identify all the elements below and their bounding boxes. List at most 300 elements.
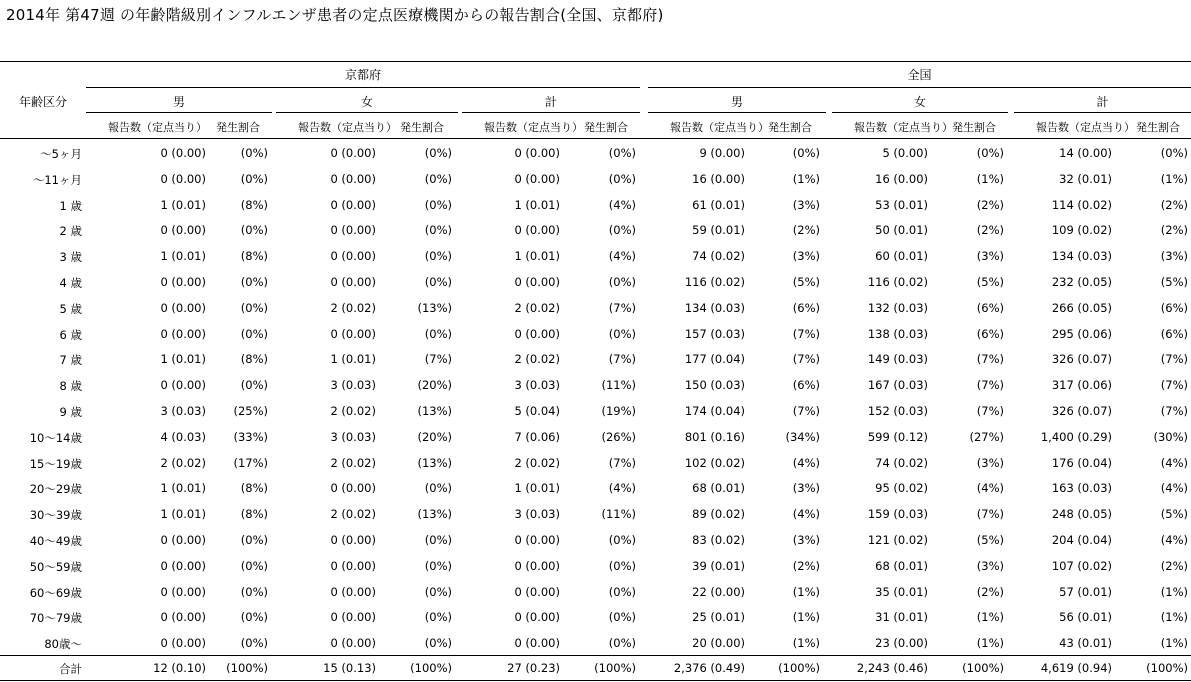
table-row-3-ratio-4: (2%) xyxy=(976,223,1004,237)
table-row-13-ratio-0: (8%) xyxy=(240,481,268,495)
table-row-16-count-1: 0 (0.00) xyxy=(330,559,376,573)
sub-header-count-3: 報告数（定点当り） xyxy=(670,121,769,134)
sub-header-count-2: 報告数（定点当り） xyxy=(484,121,583,134)
table-row-17-count-2: 0 (0.00) xyxy=(514,585,560,599)
sub-header-ratio-0: 発生割合 xyxy=(216,121,260,134)
table-row-9-ratio-2: (11%) xyxy=(601,378,636,392)
sub-header-count-5: 報告数（定点当り） xyxy=(1036,121,1135,134)
table-row-5-ratio-0: (0%) xyxy=(240,275,268,289)
table-row-17-ratio-0: (0%) xyxy=(240,585,268,599)
table-row-8-count-3: 177 (0.04) xyxy=(684,352,745,366)
table-row-10-count-2: 5 (0.04) xyxy=(514,404,560,418)
table-row-10-ratio-0: (25%) xyxy=(233,404,268,418)
table-row-1-ratio-2: (0%) xyxy=(608,172,636,186)
table-row-12-count-3: 102 (0.02) xyxy=(684,456,745,470)
table-row-14-count-0: 1 (0.01) xyxy=(160,507,206,521)
table-row-15-ratio-1: (0%) xyxy=(424,533,452,547)
table-row-16-ratio-1: (0%) xyxy=(424,559,452,573)
table-row-3-age: 2 歳 xyxy=(59,224,82,238)
table-row-13-count-0: 1 (0.01) xyxy=(160,481,206,495)
table-row-11-ratio-4: (27%) xyxy=(969,430,1004,444)
table-row-11-count-4: 599 (0.12) xyxy=(867,430,928,444)
table-row-14-count-5: 248 (0.05) xyxy=(1051,507,1112,521)
table-row-11-ratio-5: (30%) xyxy=(1153,430,1188,444)
table-row-9-ratio-1: (20%) xyxy=(417,378,452,392)
table-row-11-count-2: 7 (0.06) xyxy=(514,430,560,444)
table-row-19-count-1: 0 (0.00) xyxy=(330,636,376,650)
table-row-6-ratio-2: (7%) xyxy=(608,301,636,315)
total-row-ratio-4: (100%) xyxy=(962,661,1004,675)
table-row-12-count-4: 74 (0.02) xyxy=(875,456,928,470)
table-row-11-count-3: 801 (0.16) xyxy=(684,430,745,444)
table-row-8-count-4: 149 (0.03) xyxy=(867,352,928,366)
table-row-19-age: 80歳～ xyxy=(44,637,82,651)
table-row-1-ratio-5: (1%) xyxy=(1160,172,1188,186)
table-row-2-age: 1 歳 xyxy=(59,199,82,213)
table-row-7-ratio-2: (0%) xyxy=(608,327,636,341)
table-row-12-count-5: 176 (0.04) xyxy=(1051,456,1112,470)
table-row-6-ratio-5: (6%) xyxy=(1160,301,1188,315)
table-row-15-ratio-2: (0%) xyxy=(608,533,636,547)
table-row-11-count-1: 3 (0.03) xyxy=(330,430,376,444)
total-row-count-2: 27 (0.23) xyxy=(507,661,560,675)
table-row-12-ratio-1: (13%) xyxy=(417,456,452,470)
table-row-19-ratio-0: (0%) xyxy=(240,636,268,650)
table-row-18-ratio-3: (1%) xyxy=(792,610,820,624)
table-row-17-ratio-5: (1%) xyxy=(1160,585,1188,599)
table-row-8-ratio-5: (7%) xyxy=(1160,352,1188,366)
table-row-10-age: 9 歳 xyxy=(59,405,82,419)
table-row-16-count-0: 0 (0.00) xyxy=(160,559,206,573)
table-row-0-ratio-0: (0%) xyxy=(240,146,268,160)
table-row-10-count-4: 152 (0.03) xyxy=(867,404,928,418)
table-row-0-ratio-5: (0%) xyxy=(1160,146,1188,160)
sex-header-2: 計 xyxy=(544,95,557,109)
table-row-13-count-1: 0 (0.00) xyxy=(330,481,376,495)
table-row-13-age: 20～29歳 xyxy=(29,482,82,496)
table-row-3-count-5: 109 (0.02) xyxy=(1051,223,1112,237)
table-row-0-ratio-3: (0%) xyxy=(792,146,820,160)
table-row-18-ratio-4: (1%) xyxy=(976,610,1004,624)
table-row-5-count-0: 0 (0.00) xyxy=(160,275,206,289)
table-row-15-count-3: 83 (0.02) xyxy=(692,533,745,547)
table-row-4-ratio-0: (8%) xyxy=(240,249,268,263)
table-row-19-count-3: 20 (0.00) xyxy=(692,636,745,650)
sub-header-count-0: 報告数（定点当り） xyxy=(108,121,207,134)
sex-underline-0 xyxy=(86,112,272,113)
table-row-7-ratio-1: (0%) xyxy=(424,327,452,341)
table-row-11-ratio-3: (34%) xyxy=(785,430,820,444)
table-row-17-count-3: 22 (0.00) xyxy=(692,585,745,599)
table-row-6-count-1: 2 (0.02) xyxy=(330,301,376,315)
table-row-1-ratio-4: (1%) xyxy=(976,172,1004,186)
table-row-9-ratio-5: (7%) xyxy=(1160,378,1188,392)
table-row-19-count-5: 43 (0.01) xyxy=(1059,636,1112,650)
total-row-ratio-3: (100%) xyxy=(778,661,820,675)
table-row-17-age: 60～69歳 xyxy=(29,586,82,600)
table-row-10-ratio-4: (7%) xyxy=(976,404,1004,418)
table-row-4-count-0: 1 (0.01) xyxy=(160,249,206,263)
table-row-1-count-1: 0 (0.00) xyxy=(330,172,376,186)
table-row-4-count-5: 134 (0.03) xyxy=(1051,249,1112,263)
table-row-17-count-0: 0 (0.00) xyxy=(160,585,206,599)
table-row-5-ratio-1: (0%) xyxy=(424,275,452,289)
table-row-4-count-1: 0 (0.00) xyxy=(330,249,376,263)
table-row-3-ratio-1: (0%) xyxy=(424,223,452,237)
table-row-9-age: 8 歳 xyxy=(59,379,82,393)
table-row-0-count-2: 0 (0.00) xyxy=(514,146,560,160)
table-row-11-age: 10～14歳 xyxy=(29,431,82,445)
total-row-ratio-2: (100%) xyxy=(594,661,636,675)
table-row-9-count-4: 167 (0.03) xyxy=(867,378,928,392)
table-row-2-ratio-5: (2%) xyxy=(1160,198,1188,212)
table-row-9-count-3: 150 (0.03) xyxy=(684,378,745,392)
table-row-16-count-5: 107 (0.02) xyxy=(1051,559,1112,573)
table-row-2-count-2: 1 (0.01) xyxy=(514,198,560,212)
table-row-15-ratio-3: (3%) xyxy=(792,533,820,547)
table-row-13-count-5: 163 (0.03) xyxy=(1051,481,1112,495)
table-row-2-ratio-2: (4%) xyxy=(608,198,636,212)
table-row-15-count-0: 0 (0.00) xyxy=(160,533,206,547)
table-row-2-ratio-4: (2%) xyxy=(976,198,1004,212)
sub-header-ratio-5: 発生割合 xyxy=(1136,121,1180,134)
table-row-10-count-3: 174 (0.04) xyxy=(684,404,745,418)
table-row-7-ratio-5: (6%) xyxy=(1160,327,1188,341)
table-row-14-ratio-3: (4%) xyxy=(792,507,820,521)
table-row-6-count-2: 2 (0.02) xyxy=(514,301,560,315)
table-row-1-ratio-0: (0%) xyxy=(240,172,268,186)
table-row-9-count-1: 3 (0.03) xyxy=(330,378,376,392)
table-row-5-count-4: 116 (0.02) xyxy=(867,275,928,289)
table-row-13-count-3: 68 (0.01) xyxy=(692,481,745,495)
table-row-14-ratio-2: (11%) xyxy=(601,507,636,521)
table-row-8-count-1: 1 (0.01) xyxy=(330,352,376,366)
table-row-2-ratio-0: (8%) xyxy=(240,198,268,212)
table-row-3-ratio-0: (0%) xyxy=(240,223,268,237)
table-row-15-age: 40～49歳 xyxy=(29,534,82,548)
table-row-11-ratio-2: (26%) xyxy=(601,430,636,444)
table-row-4-age: 3 歳 xyxy=(59,250,82,264)
table-row-16-ratio-4: (3%) xyxy=(976,559,1004,573)
sub-header-ratio-2: 発生割合 xyxy=(584,121,628,134)
sub-header-ratio-4: 発生割合 xyxy=(952,121,996,134)
table-row-7-count-5: 295 (0.06) xyxy=(1051,327,1112,341)
table-row-2-count-4: 53 (0.01) xyxy=(875,198,928,212)
table-row-19-count-0: 0 (0.00) xyxy=(160,636,206,650)
table-row-11-count-5: 1,400 (0.29) xyxy=(1040,430,1112,444)
table-row-10-ratio-3: (7%) xyxy=(792,404,820,418)
table-row-6-count-0: 0 (0.00) xyxy=(160,301,206,315)
table-row-12-ratio-5: (4%) xyxy=(1160,456,1188,470)
sex-underline-1 xyxy=(276,112,458,113)
table-row-10-count-5: 326 (0.07) xyxy=(1051,404,1112,418)
table-row-6-ratio-3: (6%) xyxy=(792,301,820,315)
table-row-16-count-4: 68 (0.01) xyxy=(875,559,928,573)
sex-header-3: 男 xyxy=(730,95,743,109)
table-row-8-ratio-0: (8%) xyxy=(240,352,268,366)
table-row-9-ratio-4: (7%) xyxy=(976,378,1004,392)
table-row-2-ratio-3: (3%) xyxy=(792,198,820,212)
table-row-3-ratio-5: (2%) xyxy=(1160,223,1188,237)
sub-header-count-4: 報告数（定点当り） xyxy=(854,121,953,134)
table-row-17-ratio-3: (1%) xyxy=(792,585,820,599)
table-row-5-count-2: 0 (0.00) xyxy=(514,275,560,289)
table-row-0-count-0: 0 (0.00) xyxy=(160,146,206,160)
table-row-12-ratio-0: (17%) xyxy=(233,456,268,470)
table-row-17-ratio-4: (2%) xyxy=(976,585,1004,599)
table-row-0-count-4: 5 (0.00) xyxy=(882,146,928,160)
table-row-16-count-2: 0 (0.00) xyxy=(514,559,560,573)
table-row-3-ratio-3: (2%) xyxy=(792,223,820,237)
table-row-1-ratio-3: (1%) xyxy=(792,172,820,186)
table-row-15-ratio-5: (4%) xyxy=(1160,533,1188,547)
table-row-6-ratio-1: (13%) xyxy=(417,301,452,315)
table-row-17-count-4: 35 (0.01) xyxy=(875,585,928,599)
table-row-4-count-4: 60 (0.01) xyxy=(875,249,928,263)
table-row-0-count-5: 14 (0.00) xyxy=(1059,146,1112,160)
region-header-national: 全国 xyxy=(907,68,932,82)
table-row-6-ratio-4: (6%) xyxy=(976,301,1004,315)
table-row-10-ratio-1: (13%) xyxy=(417,404,452,418)
table-row-7-age: 6 歳 xyxy=(59,328,82,342)
table-row-12-ratio-2: (7%) xyxy=(608,456,636,470)
region-underline-national xyxy=(648,87,1191,88)
table-row-3-count-1: 0 (0.00) xyxy=(330,223,376,237)
table-row-4-ratio-1: (0%) xyxy=(424,249,452,263)
table-row-9-count-0: 0 (0.00) xyxy=(160,378,206,392)
table-row-5-age: 4 歳 xyxy=(59,276,82,290)
table-row-12-age: 15～19歳 xyxy=(29,457,82,471)
table-row-12-count-2: 2 (0.02) xyxy=(514,456,560,470)
table-row-13-ratio-2: (4%) xyxy=(608,481,636,495)
table-row-8-ratio-4: (7%) xyxy=(976,352,1004,366)
table-row-18-count-4: 31 (0.01) xyxy=(875,610,928,624)
table-row-10-ratio-5: (7%) xyxy=(1160,404,1188,418)
table-row-18-age: 70～79歳 xyxy=(29,611,82,625)
table-row-7-count-2: 0 (0.00) xyxy=(514,327,560,341)
sex-underline-4 xyxy=(832,112,1008,113)
table-row-3-count-2: 0 (0.00) xyxy=(514,223,560,237)
sex-header-0: 男 xyxy=(172,95,185,109)
total-row-ratio-0: (100%) xyxy=(226,661,268,675)
total-row-ratio-5: (100%) xyxy=(1146,661,1188,675)
table-row-18-count-2: 0 (0.00) xyxy=(514,610,560,624)
table-row-7-ratio-4: (6%) xyxy=(976,327,1004,341)
table-row-8-count-5: 326 (0.07) xyxy=(1051,352,1112,366)
table-row-4-ratio-3: (3%) xyxy=(792,249,820,263)
total-row-count-4: 2,243 (0.46) xyxy=(856,661,928,675)
table-row-8-ratio-1: (7%) xyxy=(424,352,452,366)
table-row-18-ratio-1: (0%) xyxy=(424,610,452,624)
table-row-4-count-2: 1 (0.01) xyxy=(514,249,560,263)
table-row-10-count-0: 3 (0.03) xyxy=(160,404,206,418)
table-row-18-count-5: 56 (0.01) xyxy=(1059,610,1112,624)
table-row-14-count-3: 89 (0.02) xyxy=(692,507,745,521)
table-row-6-count-5: 266 (0.05) xyxy=(1051,301,1112,315)
table-row-8-ratio-3: (7%) xyxy=(792,352,820,366)
total-row-count-3: 2,376 (0.49) xyxy=(673,661,745,675)
table-bottom-border xyxy=(0,680,1191,681)
table-row-5-count-5: 232 (0.05) xyxy=(1051,275,1112,289)
total-row-count-1: 15 (0.13) xyxy=(323,661,376,675)
table-row-6-count-3: 134 (0.03) xyxy=(684,301,745,315)
table-row-14-count-1: 2 (0.02) xyxy=(330,507,376,521)
table-row-1-age: ～11ヶ月 xyxy=(32,173,82,187)
table-row-7-ratio-0: (0%) xyxy=(240,327,268,341)
table-row-9-count-5: 317 (0.06) xyxy=(1051,378,1112,392)
table-row-14-count-2: 3 (0.03) xyxy=(514,507,560,521)
table-row-10-count-1: 2 (0.02) xyxy=(330,404,376,418)
sub-header-count-1: 報告数（定点当り） xyxy=(298,121,397,134)
table-row-13-count-4: 95 (0.02) xyxy=(875,481,928,495)
table-row-18-ratio-0: (0%) xyxy=(240,610,268,624)
table-row-9-ratio-3: (6%) xyxy=(792,378,820,392)
table-row-3-ratio-2: (0%) xyxy=(608,223,636,237)
table-row-8-count-2: 2 (0.02) xyxy=(514,352,560,366)
table-row-12-count-1: 2 (0.02) xyxy=(330,456,376,470)
total-row-count-5: 4,619 (0.94) xyxy=(1040,661,1112,675)
table-row-1-count-5: 32 (0.01) xyxy=(1059,172,1112,186)
table-row-0-count-1: 0 (0.00) xyxy=(330,146,376,160)
table-row-16-ratio-5: (2%) xyxy=(1160,559,1188,573)
table-row-7-count-0: 0 (0.00) xyxy=(160,327,206,341)
sex-underline-3 xyxy=(648,112,826,113)
sex-underline-2 xyxy=(462,112,640,113)
table-row-2-count-1: 0 (0.00) xyxy=(330,198,376,212)
table-row-14-ratio-5: (5%) xyxy=(1160,507,1188,521)
table-top-border xyxy=(0,61,1191,62)
table-row-3-count-0: 0 (0.00) xyxy=(160,223,206,237)
table-row-2-count-0: 1 (0.01) xyxy=(160,198,206,212)
table-row-13-ratio-5: (4%) xyxy=(1160,481,1188,495)
table-row-19-count-2: 0 (0.00) xyxy=(514,636,560,650)
table-row-8-ratio-2: (7%) xyxy=(608,352,636,366)
table-row-7-count-3: 157 (0.03) xyxy=(684,327,745,341)
table-row-19-ratio-1: (0%) xyxy=(424,636,452,650)
total-row-ratio-1: (100%) xyxy=(410,661,452,675)
table-row-1-count-3: 16 (0.00) xyxy=(692,172,745,186)
table-row-1-count-2: 0 (0.00) xyxy=(514,172,560,186)
table-row-12-count-0: 2 (0.02) xyxy=(160,456,206,470)
table-row-6-count-4: 132 (0.03) xyxy=(867,301,928,315)
table-row-12-ratio-3: (4%) xyxy=(792,456,820,470)
total-row-count-0: 12 (0.10) xyxy=(153,661,206,675)
table-row-9-ratio-0: (0%) xyxy=(240,378,268,392)
table-row-5-ratio-5: (5%) xyxy=(1160,275,1188,289)
table-row-19-ratio-5: (1%) xyxy=(1160,636,1188,650)
table-row-15-count-4: 121 (0.02) xyxy=(867,533,928,547)
table-row-7-count-4: 138 (0.03) xyxy=(867,327,928,341)
table-row-17-count-1: 0 (0.00) xyxy=(330,585,376,599)
table-row-18-count-1: 0 (0.00) xyxy=(330,610,376,624)
table-row-15-ratio-4: (5%) xyxy=(976,533,1004,547)
table-row-19-count-4: 23 (0.00) xyxy=(875,636,928,650)
header-bottom-border xyxy=(0,138,1191,139)
table-row-13-ratio-3: (3%) xyxy=(792,481,820,495)
table-row-18-ratio-2: (0%) xyxy=(608,610,636,624)
table-row-10-ratio-2: (19%) xyxy=(601,404,636,418)
table-row-0-ratio-1: (0%) xyxy=(424,146,452,160)
table-row-14-ratio-4: (7%) xyxy=(976,507,1004,521)
table-row-16-ratio-2: (0%) xyxy=(608,559,636,573)
total-top-border xyxy=(0,655,1191,656)
table-row-0-ratio-2: (0%) xyxy=(608,146,636,160)
table-row-5-count-3: 116 (0.02) xyxy=(684,275,745,289)
table-row-15-ratio-0: (0%) xyxy=(240,533,268,547)
table-row-8-age: 7 歳 xyxy=(59,353,82,367)
table-row-7-count-1: 0 (0.00) xyxy=(330,327,376,341)
table-row-15-count-1: 0 (0.00) xyxy=(330,533,376,547)
age-column-header: 年齢区分 xyxy=(18,95,67,109)
table-row-17-ratio-2: (0%) xyxy=(608,585,636,599)
page-title: 2014年 第47週 の年齢階級別インフルエンザ患者の定点医療機関からの報告割合(全国、京都府) xyxy=(6,6,664,24)
sex-underline-5 xyxy=(1014,112,1191,113)
table-row-11-count-0: 4 (0.03) xyxy=(160,430,206,444)
table-row-16-age: 50～59歳 xyxy=(29,560,82,574)
table-row-18-count-3: 25 (0.01) xyxy=(692,610,745,624)
table-row-13-ratio-1: (0%) xyxy=(424,481,452,495)
table-row-15-count-5: 204 (0.04) xyxy=(1051,533,1112,547)
table-row-0-count-3: 9 (0.00) xyxy=(699,146,745,160)
table-row-5-ratio-4: (5%) xyxy=(976,275,1004,289)
table-row-2-count-5: 114 (0.02) xyxy=(1051,198,1112,212)
table-row-18-ratio-5: (1%) xyxy=(1160,610,1188,624)
table-row-4-count-3: 74 (0.02) xyxy=(692,249,745,263)
table-row-3-count-3: 59 (0.01) xyxy=(692,223,745,237)
table-row-14-age: 30～39歳 xyxy=(29,508,82,522)
table-row-0-age: ～5ヶ月 xyxy=(40,147,82,161)
table-row-6-age: 5 歳 xyxy=(59,302,82,316)
table-row-17-ratio-1: (0%) xyxy=(424,585,452,599)
table-row-14-count-4: 159 (0.03) xyxy=(867,507,928,521)
table-row-16-ratio-0: (0%) xyxy=(240,559,268,573)
table-row-8-count-0: 1 (0.01) xyxy=(160,352,206,366)
table-row-1-ratio-1: (0%) xyxy=(424,172,452,186)
table-row-18-count-0: 0 (0.00) xyxy=(160,610,206,624)
table-row-1-count-4: 16 (0.00) xyxy=(875,172,928,186)
sex-header-4: 女 xyxy=(913,95,926,109)
table-row-2-count-3: 61 (0.01) xyxy=(692,198,745,212)
region-header-kyoto: 京都府 xyxy=(344,68,381,82)
table-row-19-ratio-2: (0%) xyxy=(608,636,636,650)
table-row-14-ratio-1: (13%) xyxy=(417,507,452,521)
table-row-0-ratio-4: (0%) xyxy=(976,146,1004,160)
sub-header-ratio-1: 発生割合 xyxy=(400,121,444,134)
table-row-7-ratio-3: (7%) xyxy=(792,327,820,341)
table-row-19-ratio-3: (1%) xyxy=(792,636,820,650)
total-row-age: 合計 xyxy=(59,662,82,676)
table-row-9-count-2: 3 (0.03) xyxy=(514,378,560,392)
table-row-5-ratio-2: (0%) xyxy=(608,275,636,289)
table-row-5-count-1: 0 (0.00) xyxy=(330,275,376,289)
table-row-11-ratio-0: (33%) xyxy=(233,430,268,444)
table-row-4-ratio-5: (3%) xyxy=(1160,249,1188,263)
table-row-4-ratio-4: (3%) xyxy=(976,249,1004,263)
sex-header-1: 女 xyxy=(360,95,373,109)
table-row-17-count-5: 57 (0.01) xyxy=(1059,585,1112,599)
sex-header-5: 計 xyxy=(1096,95,1109,109)
table-row-5-ratio-3: (5%) xyxy=(792,275,820,289)
table-row-6-ratio-0: (0%) xyxy=(240,301,268,315)
table-row-4-ratio-2: (4%) xyxy=(608,249,636,263)
table-row-16-count-3: 39 (0.01) xyxy=(692,559,745,573)
table-row-16-ratio-3: (2%) xyxy=(792,559,820,573)
table-row-13-count-2: 1 (0.01) xyxy=(514,481,560,495)
table-row-3-count-4: 50 (0.01) xyxy=(875,223,928,237)
table-row-15-count-2: 0 (0.00) xyxy=(514,533,560,547)
table-row-19-ratio-4: (1%) xyxy=(976,636,1004,650)
sub-header-ratio-3: 発生割合 xyxy=(768,121,812,134)
